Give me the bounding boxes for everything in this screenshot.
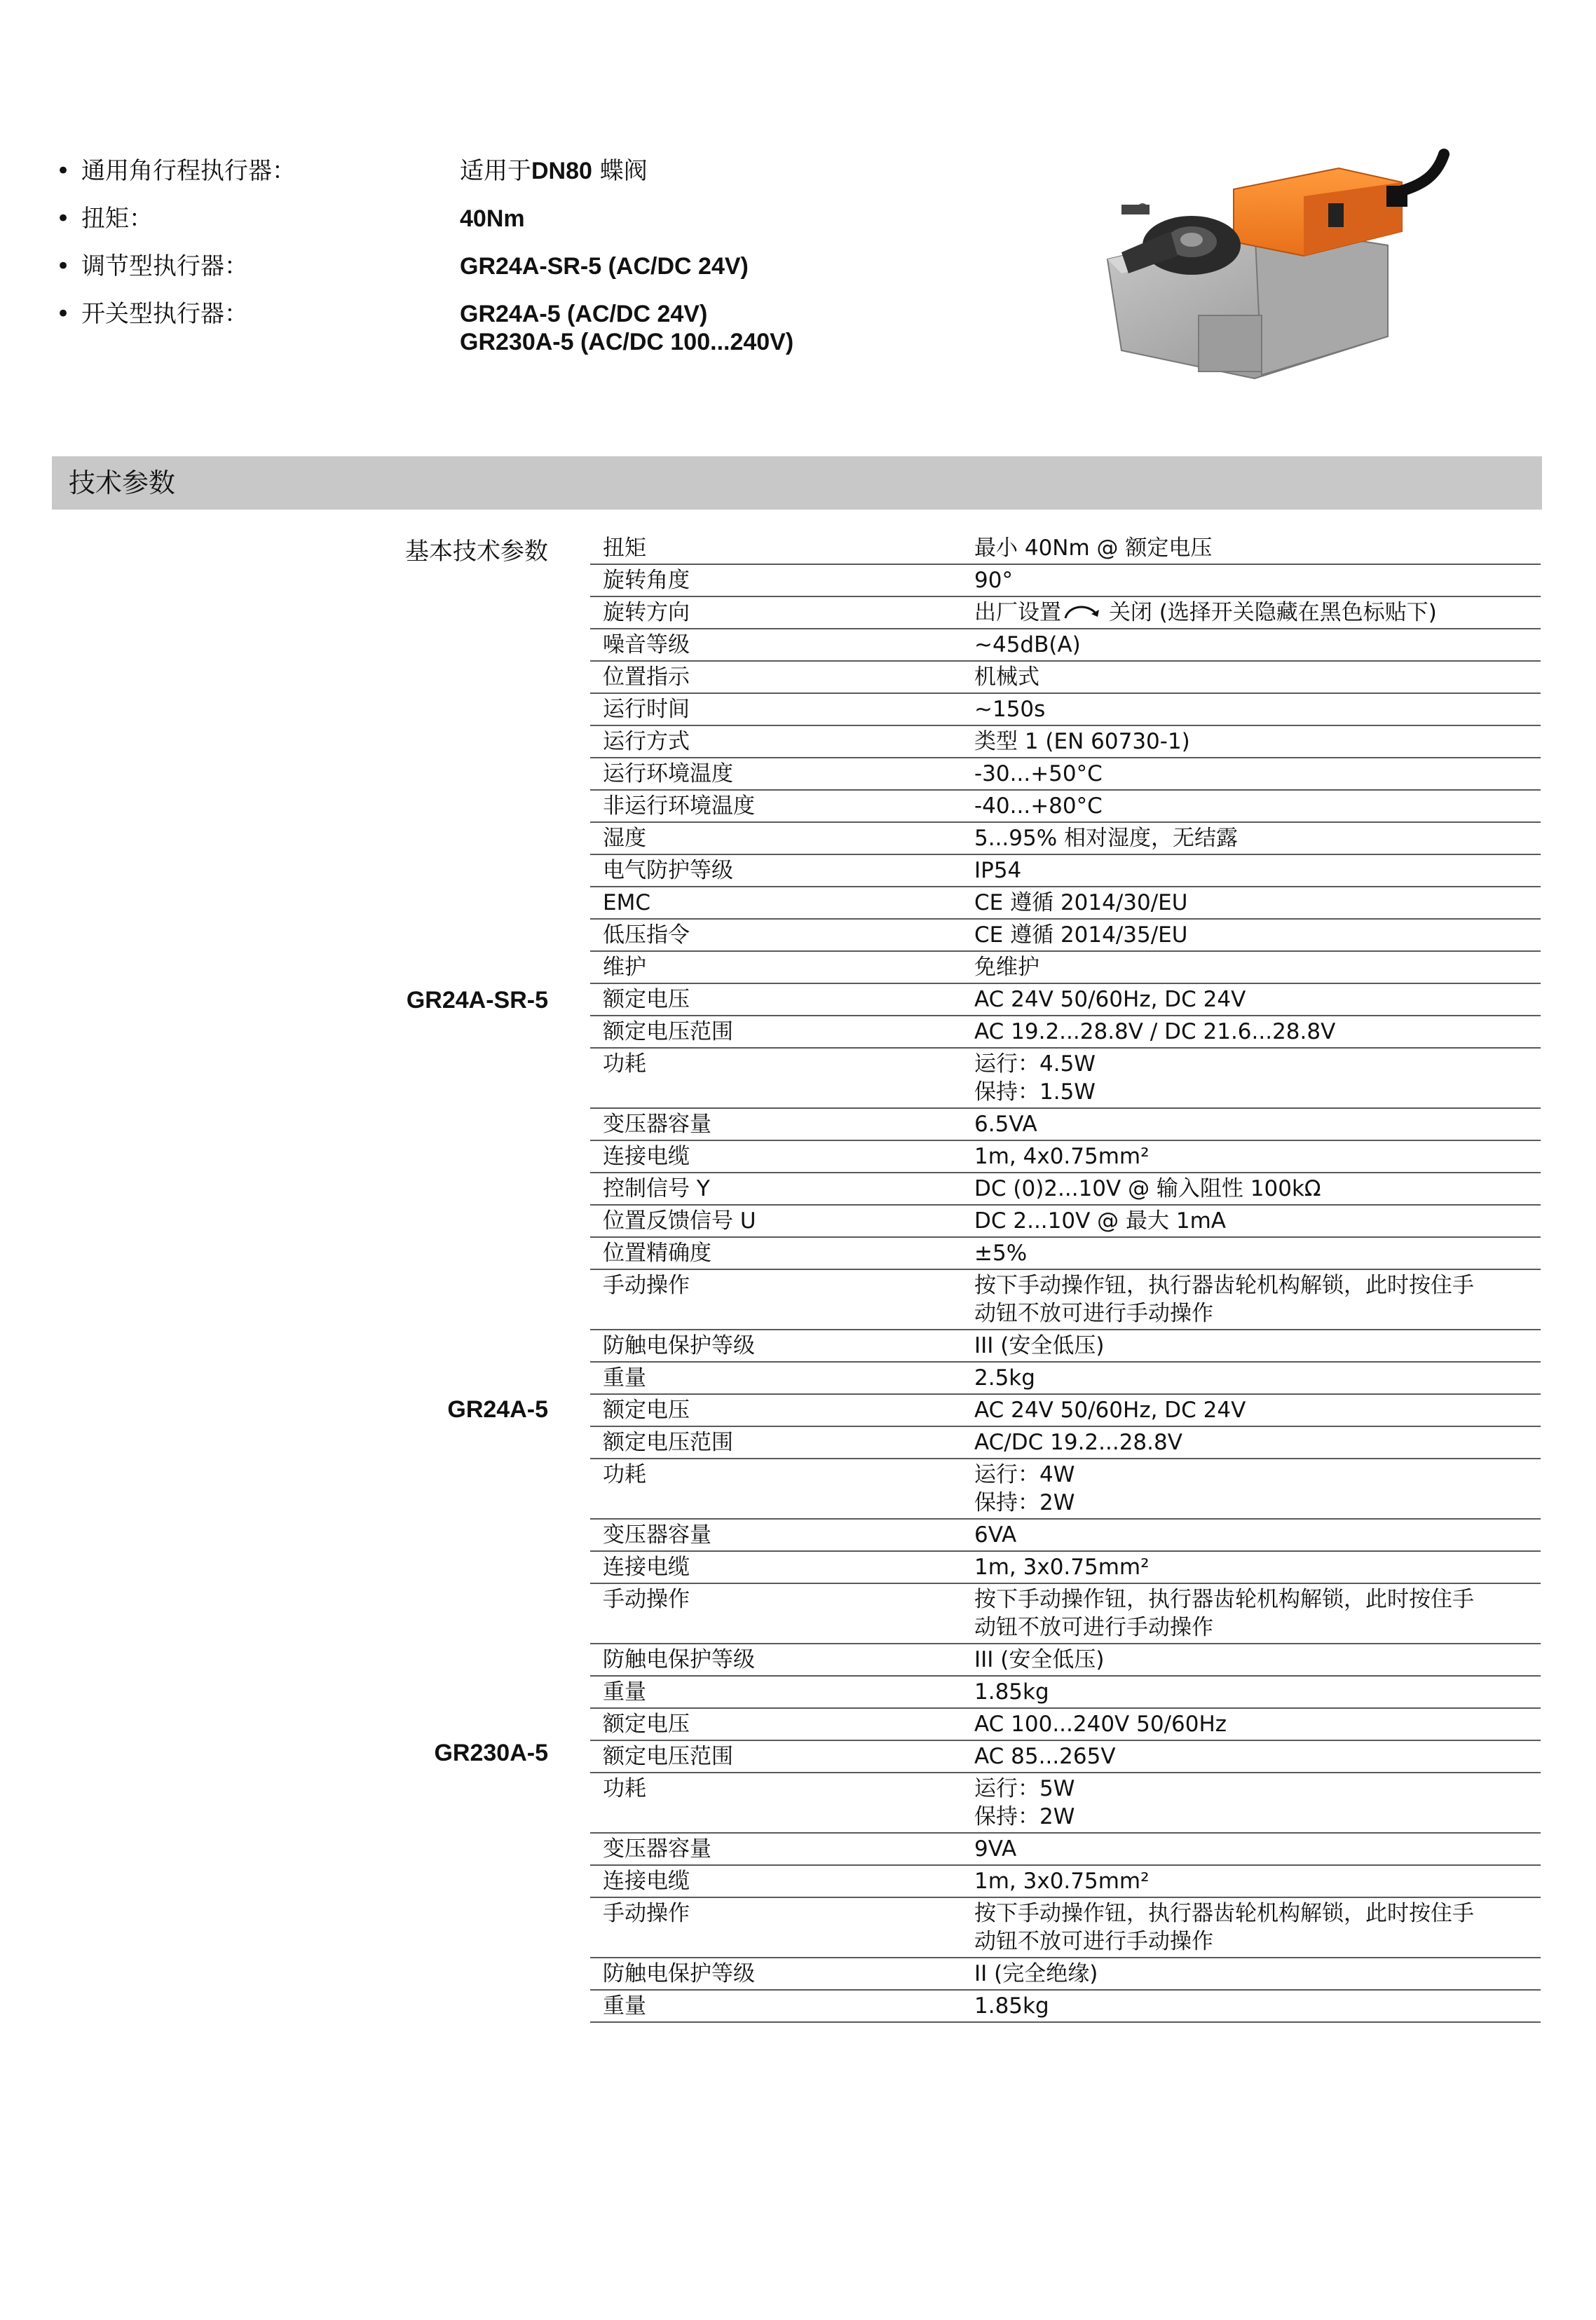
spec-value <box>974 823 1541 854</box>
spec-value <box>974 1049 1541 1107</box>
spec-key: 非运行环境温度 <box>603 793 755 819</box>
spec-key: 防触电保护等级 <box>603 1333 755 1358</box>
spec-value <box>974 984 1541 1015</box>
intro-value-prefix: 适用于 <box>460 157 531 185</box>
spec-row <box>590 662 1541 694</box>
spec-key: 重量 <box>603 1993 646 2019</box>
section-title: 技术参数 <box>69 468 176 498</box>
spec-value <box>974 1552 1541 1583</box>
intro-value: GR24A-SR-5 (AC/DC 24V) <box>460 253 749 280</box>
spec-value-line: 机械式 <box>974 664 1039 690</box>
spec-key: 旋转角度 <box>603 568 690 593</box>
spec-key: 重量 <box>603 1365 646 1391</box>
spec-value <box>974 662 1541 692</box>
spec-row <box>590 726 1541 758</box>
spec-value <box>974 1238 1541 1269</box>
spec-key: 额定电压范围 <box>603 1744 733 1769</box>
spec-value <box>974 758 1541 789</box>
spec-value <box>974 1958 1541 1989</box>
spec-row <box>590 1773 1541 1834</box>
spec-value <box>974 1016 1541 1047</box>
spec-key: 额定电压范围 <box>603 1019 733 1044</box>
spec-key: 扭矩 <box>603 535 646 561</box>
spec-value <box>974 629 1541 660</box>
spec-row <box>590 1866 1541 1898</box>
spec-key: 手动操作 <box>603 1587 690 1612</box>
spec-row <box>590 1584 1541 1644</box>
spec-key: 额定电压 <box>603 987 690 1012</box>
intro-label: 扭矩： <box>81 205 153 233</box>
spec-value-line: 保持：2W <box>974 1804 1075 1829</box>
spec-value-line: ~150s <box>974 697 1046 722</box>
spec-value-line: 运行：4.5W <box>974 1051 1096 1077</box>
spec-key: EMC <box>603 890 650 915</box>
spec-value-line: 动钮不放可进行手动操作 <box>974 1301 1213 1326</box>
spec-row <box>590 1109 1541 1141</box>
spec-value <box>974 1773 1541 1832</box>
spec-value-line: -30...+50°C <box>974 761 1103 786</box>
intro-value: 40Nm <box>460 205 525 232</box>
spec-value <box>974 1395 1541 1426</box>
spec-value <box>974 533 1541 564</box>
spec-key: 额定电压范围 <box>603 1430 733 1455</box>
spec-value-line: 1.85kg <box>974 1679 1049 1705</box>
spec-value-line: 1.85kg <box>974 1993 1049 2019</box>
spec-value <box>974 694 1541 725</box>
spec-value-line: 9VA <box>974 1836 1017 1862</box>
spec-row <box>590 1459 1541 1520</box>
spec-value-line: 2.5kg <box>974 1365 1035 1391</box>
section-header-band <box>52 456 1542 510</box>
spec-value-line: ±5% <box>974 1241 1028 1266</box>
spec-row <box>590 791 1541 823</box>
spec-row <box>590 823 1541 855</box>
spec-value-line: AC 85...265V <box>974 1744 1116 1769</box>
spec-value <box>974 1330 1541 1361</box>
spec-value-line: 运行：5W <box>974 1776 1075 1801</box>
intro-value-suffix: 蝶阀 <box>592 157 648 185</box>
spec-row <box>590 1427 1541 1459</box>
spec-value <box>974 1109 1541 1140</box>
spec-row <box>590 1206 1541 1238</box>
intro-value-strong: DN80 <box>531 158 592 184</box>
spec-value <box>974 1459 1541 1518</box>
spec-key: 功耗 <box>603 1462 646 1487</box>
spec-value <box>974 1677 1541 1707</box>
spec-value-line: 5...95% 相对湿度，无结露 <box>974 826 1239 851</box>
spec-value <box>974 1898 1541 1957</box>
spec-value-line: CE 遵循 2014/30/EU <box>974 890 1188 915</box>
spec-key: 手动操作 <box>603 1273 690 1298</box>
intro-value <box>460 147 648 185</box>
spec-value <box>974 726 1541 757</box>
spec-value-line: 6.5VA <box>974 1112 1037 1137</box>
spec-value-line: DC (0)2...10V @ 输入阻性 100kΩ <box>974 1176 1321 1201</box>
spec-value-line: AC 100...240V 50/60Hz <box>974 1712 1227 1737</box>
spec-value-line: IP54 <box>974 858 1022 883</box>
spec-row <box>590 1677 1541 1709</box>
spec-value-line: 1m, 4x0.75mm² <box>974 1144 1150 1169</box>
rotation-arrow-icon <box>1061 601 1102 622</box>
intro-list <box>56 147 1065 356</box>
spec-value-line: 最小 40Nm @ 额定电压 <box>974 535 1213 561</box>
spec-value <box>974 1644 1541 1675</box>
spec-row <box>590 1238 1541 1270</box>
spec-value <box>974 887 1541 918</box>
spec-row <box>590 1520 1541 1552</box>
spec-key: 额定电压 <box>603 1712 690 1737</box>
spec-value-line: -40...+80°C <box>974 793 1103 819</box>
spec-key: 维护 <box>603 955 646 980</box>
spec-row <box>590 1991 1541 2023</box>
spec-value <box>974 952 1541 983</box>
spec-value-line: CE 遵循 2014/35/EU <box>974 922 1188 948</box>
spec-row <box>590 1330 1541 1363</box>
spec-value-line: II (完全绝缘) <box>974 1961 1098 1986</box>
spec-value <box>974 1584 1541 1643</box>
spec-value-line: III (安全低压) <box>974 1647 1105 1672</box>
intro-label: 调节型执行器： <box>81 252 248 280</box>
spec-key: 运行环境温度 <box>603 761 733 786</box>
spec-key: 额定电压 <box>603 1398 690 1423</box>
spec-key: 变压器容量 <box>603 1522 711 1548</box>
spec-row <box>590 1395 1541 1427</box>
spec-value <box>974 1709 1541 1740</box>
intro-label: 通用角行程执行器： <box>81 157 296 185</box>
spec-table <box>590 533 1541 2023</box>
bullet-dot: • <box>56 205 71 233</box>
spec-value-line: 6VA <box>974 1522 1017 1548</box>
spec-value-line: DC 2...10V @ 最大 1mA <box>974 1208 1226 1234</box>
spec-row <box>590 1016 1541 1049</box>
spec-key: 连接电缆 <box>603 1555 690 1580</box>
spec-row <box>590 533 1541 565</box>
spec-key: 控制信号 Y <box>603 1176 710 1201</box>
spec-value <box>974 1991 1541 2021</box>
spec-value-line: 动钮不放可进行手动操作 <box>974 1615 1213 1640</box>
spec-row <box>590 597 1541 629</box>
spec-key: 位置反馈信号 U <box>603 1208 756 1234</box>
spec-key: 低压指令 <box>603 922 690 948</box>
intro-label: 开关型执行器： <box>81 300 248 328</box>
spec-key: 连接电缆 <box>603 1869 690 1894</box>
spec-value-line: 保持：1.5W <box>974 1079 1096 1105</box>
spec-value-line: 保持：2W <box>974 1490 1075 1515</box>
spec-row <box>590 1898 1541 1958</box>
spec-key: 位置指示 <box>603 664 690 690</box>
spec-row <box>590 1363 1541 1395</box>
spec-row <box>590 952 1541 984</box>
spec-key: 运行时间 <box>603 697 690 722</box>
spec-row <box>590 1741 1541 1773</box>
spec-value-line: 按下手动操作钮，执行器齿轮机构解锁，此时按住手 <box>974 1273 1474 1298</box>
bullet-dot: • <box>56 300 71 328</box>
spec-value <box>974 920 1541 950</box>
spec-row <box>590 1270 1541 1330</box>
intro-item-actuator-type <box>56 147 1065 195</box>
spec-value-text: 关闭 (选择开关隐藏在黑色标贴下) <box>1102 600 1437 625</box>
spec-row <box>590 565 1541 597</box>
spec-value <box>974 1206 1541 1236</box>
spec-key: 手动操作 <box>603 1901 690 1926</box>
spec-value-line: AC 24V 50/60Hz, DC 24V <box>974 1398 1246 1423</box>
spec-key: 功耗 <box>603 1776 646 1801</box>
spec-value-line: AC/DC 19.2...28.8V <box>974 1430 1182 1455</box>
spec-value <box>974 791 1541 821</box>
spec-row <box>590 694 1541 726</box>
spec-key: 变压器容量 <box>603 1836 711 1862</box>
spec-key: 防触电保护等级 <box>603 1961 755 1986</box>
spec-key: 变压器容量 <box>603 1112 711 1137</box>
spec-row <box>590 1709 1541 1741</box>
group-label-basic: 基本技术参数 <box>405 538 548 566</box>
spec-value-line: 免维护 <box>974 955 1039 980</box>
intro-item-modulating <box>56 243 1065 290</box>
intro-value <box>460 290 793 356</box>
spec-value-line: 动钮不放可进行手动操作 <box>974 1929 1213 1954</box>
bullet-dot: • <box>56 157 71 185</box>
spec-value-line: 1m, 3x0.75mm² <box>974 1555 1150 1580</box>
bullet-dot: • <box>56 252 71 280</box>
spec-value-text: 出厂设置 <box>974 600 1061 625</box>
spec-row <box>590 1644 1541 1677</box>
spec-value <box>974 1520 1541 1550</box>
group-label-gr230a-5: GR230A-5 <box>434 1740 548 1766</box>
group-label-gr24a-sr-5: GR24A-SR-5 <box>406 987 548 1014</box>
spec-value-line: 类型 1 (EN 60730-1) <box>974 729 1190 754</box>
spec-value <box>974 1363 1541 1393</box>
spec-key: 重量 <box>603 1679 646 1705</box>
spec-value-line: 90° <box>974 568 1013 593</box>
spec-value <box>974 1427 1541 1458</box>
spec-value-line: III (安全低压) <box>974 1333 1105 1358</box>
spec-value-line: 1m, 3x0.75mm² <box>974 1869 1150 1894</box>
spec-value <box>974 855 1541 886</box>
spec-row <box>590 1141 1541 1173</box>
spec-row <box>590 920 1541 952</box>
spec-value-line <box>974 599 1541 627</box>
spec-value <box>974 1741 1541 1772</box>
spec-row <box>590 758 1541 791</box>
spec-key: 运行方式 <box>603 729 690 754</box>
spec-row <box>590 1958 1541 1991</box>
spec-value-line: AC 19.2...28.8V / DC 21.6...28.8V <box>974 1019 1336 1044</box>
spec-key: 噪音等级 <box>603 632 690 657</box>
spec-row <box>590 984 1541 1016</box>
spec-value-line: 按下手动操作钮，执行器齿轮机构解锁，此时按住手 <box>974 1587 1474 1612</box>
group-label-gr24a-5: GR24A-5 <box>447 1396 548 1423</box>
spec-value <box>974 597 1541 628</box>
spec-key: 位置精确度 <box>603 1241 711 1266</box>
spec-key: 湿度 <box>603 826 646 851</box>
intro-item-torque <box>56 195 1065 243</box>
spec-value <box>974 1866 1541 1897</box>
spec-row <box>590 1834 1541 1866</box>
spec-key: 旋转方向 <box>603 600 690 625</box>
spec-value <box>974 1270 1541 1329</box>
intro-value-line: GR24A-5 (AC/DC 24V) <box>460 301 708 327</box>
spec-value-line: ~45dB(A) <box>974 632 1081 657</box>
intro-item-onoff <box>56 290 1065 356</box>
spec-value <box>974 1141 1541 1172</box>
spec-row <box>590 1552 1541 1584</box>
spec-row <box>590 1173 1541 1206</box>
spec-value-line: 按下手动操作钮，执行器齿轮机构解锁，此时按住手 <box>974 1901 1474 1926</box>
spec-row <box>590 887 1541 920</box>
spec-key: 连接电缆 <box>603 1144 690 1169</box>
spec-key: 电气防护等级 <box>603 858 733 883</box>
spec-value <box>974 565 1541 596</box>
spec-row <box>590 855 1541 887</box>
spec-row <box>590 1049 1541 1109</box>
actuator-product-image <box>1093 126 1458 421</box>
spec-key: 防触电保护等级 <box>603 1647 755 1672</box>
spec-value <box>974 1173 1541 1204</box>
spec-row <box>590 629 1541 662</box>
spec-key: 功耗 <box>603 1051 646 1077</box>
spec-value-line: AC 24V 50/60Hz, DC 24V <box>974 987 1246 1012</box>
intro-value-line: GR230A-5 (AC/DC 100...240V) <box>460 329 794 355</box>
spec-value-line: 运行：4W <box>974 1462 1075 1487</box>
spec-value <box>974 1834 1541 1864</box>
